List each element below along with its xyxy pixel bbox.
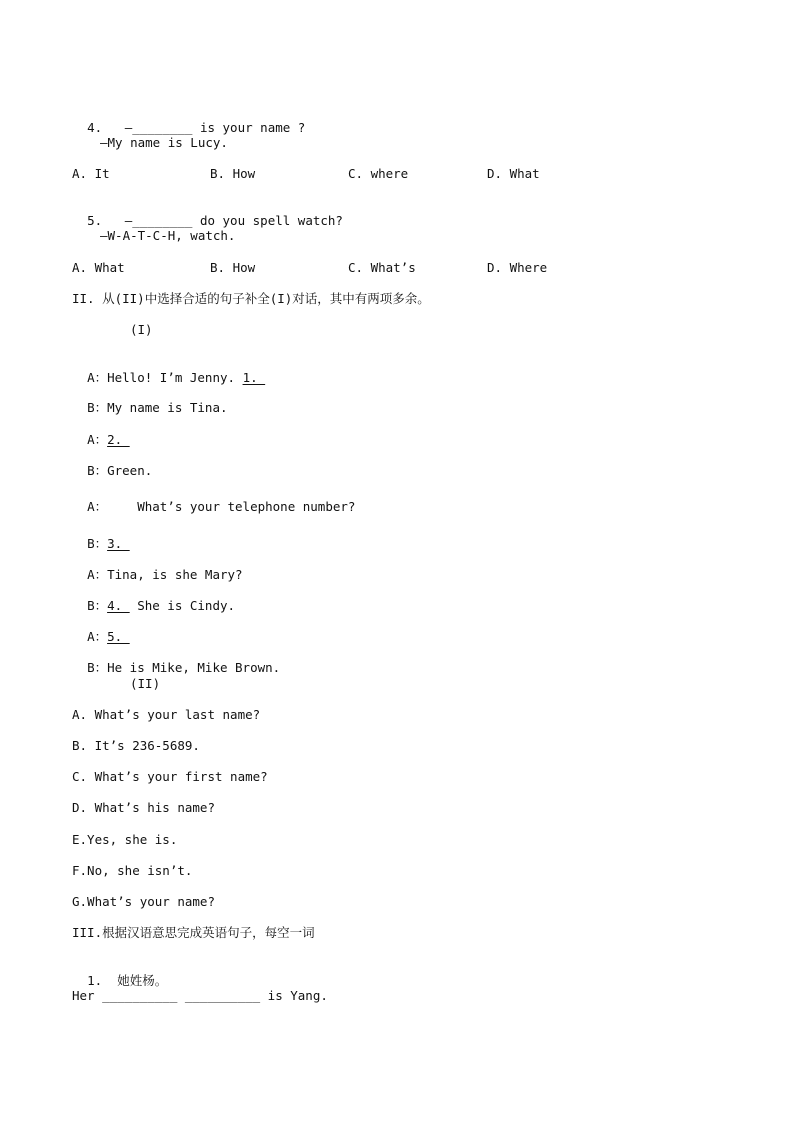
choice-e: E.Yes, she is.: [72, 832, 178, 847]
dialogue-text: What’s your telephone number?: [107, 499, 356, 514]
dialogue-text: Green.: [107, 463, 153, 478]
q5-answer: —W-A-T-C-H, watch.: [100, 228, 236, 243]
speaker-label: B：: [87, 536, 108, 551]
dialogue-text: He is Mike, Mike Brown.: [107, 660, 281, 675]
section2-part2-label: (II): [130, 676, 161, 691]
dialogue-line-1: [72, 354, 265, 386]
section2-heading: II. 从(II)中选择合适的句子补全(I)对话，其中有两项多余。: [72, 291, 430, 306]
dialogue-line-5: [72, 483, 355, 515]
dialogue-text: My name is Tina.: [107, 400, 228, 415]
q4-option-c: C. where: [348, 166, 409, 181]
q4-option-d: D. What: [487, 166, 540, 181]
section3-item1-line: [72, 957, 167, 989]
speaker-label: A：: [87, 567, 108, 582]
dialogue-line-4: [72, 447, 152, 479]
choice-c: C. What’s your first name?: [72, 769, 268, 784]
answer-blank-5[interactable]: 5.: [107, 629, 130, 644]
dialogue-line-2: [72, 384, 228, 416]
speaker-label: B：: [87, 400, 108, 415]
choice-f: F.No, she isn’t.: [72, 863, 193, 878]
speaker-label: B：: [87, 660, 108, 675]
dialogue-text-after: She is Cindy.: [129, 598, 236, 613]
q5-option-a: A. What: [72, 260, 125, 275]
answer-blank-3[interactable]: 3.: [107, 536, 130, 551]
choice-b: B. It’s 236-5689.: [72, 738, 200, 753]
section3-heading: III.根据汉语意思完成英语句子，每空一词: [72, 925, 315, 940]
dialogue-line-3: [72, 416, 130, 448]
section3-item1-sentence[interactable]: Her __________ __________ is Yang.: [72, 988, 328, 1003]
section3-item1-number: 1.: [87, 973, 103, 988]
q5-option-c: C. What’s: [348, 260, 416, 275]
answer-blank-1[interactable]: 1.: [242, 370, 266, 385]
choice-d: D. What’s his name?: [72, 800, 215, 815]
dialogue-text: Hello! I’m Jenny.: [107, 370, 243, 385]
section3-item1-chinese: 她姓杨。: [117, 973, 168, 988]
section2-part1-label: (I): [130, 322, 153, 337]
speaker-label: A：: [87, 370, 108, 385]
q5-option-d: D. Where: [487, 260, 548, 275]
q5-number: 5.: [87, 213, 103, 228]
answer-blank-2[interactable]: 2.: [107, 432, 130, 447]
q4-option-a: A. It: [72, 166, 110, 181]
choice-a: A. What’s your last name?: [72, 707, 261, 722]
speaker-label: A：: [87, 432, 108, 447]
q4-prompt-line: [72, 104, 305, 136]
choice-g: G.What’s your name?: [72, 894, 215, 909]
dialogue-line-6: [72, 520, 130, 552]
speaker-label: A：: [87, 629, 108, 644]
q4-prompt: —________ is your name ?: [124, 120, 306, 135]
q5-prompt: —________ do you spell watch?: [124, 213, 343, 228]
q4-number: 4.: [87, 120, 103, 135]
dialogue-line-10: [72, 644, 280, 676]
speaker-label: B：: [87, 463, 108, 478]
speaker-label: B：: [87, 598, 108, 613]
dialogue-line-8: [72, 582, 235, 614]
dialogue-text: Tina, is she Mary?: [107, 567, 243, 582]
answer-blank-4[interactable]: 4.: [107, 598, 130, 613]
q5-option-b: B. How: [210, 260, 256, 275]
q5-prompt-line: [72, 197, 343, 229]
q4-option-b: B. How: [210, 166, 256, 181]
dialogue-line-7: [72, 551, 243, 583]
q4-answer: —My name is Lucy.: [100, 135, 228, 150]
dialogue-line-9: [72, 613, 130, 645]
speaker-label: A：: [87, 499, 108, 514]
